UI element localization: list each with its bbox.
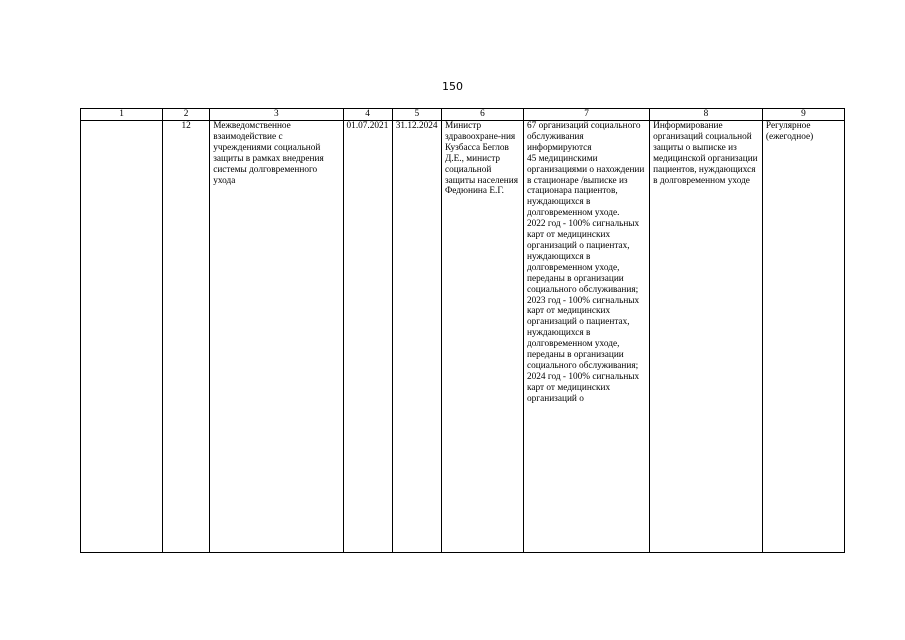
cell-col-1 (81, 121, 163, 553)
cell-result (523, 121, 649, 553)
page-number: 150 (442, 80, 463, 93)
table-row (81, 121, 845, 553)
measures-table (80, 108, 845, 553)
column-number-3: 3 (210, 109, 343, 121)
column-number-row (81, 109, 845, 121)
cell-end-date: 31.12.2024 (392, 121, 441, 553)
result-paragraph: 2024 год - 100% сигнальных карт от медицинских организаций о (526, 371, 640, 404)
column-number-4: 4 (343, 109, 392, 121)
cell-measure-name: Межведомственное взаимодействие с учреждениями социальной защиты в рамках внедрения системы долговременного ухода (210, 121, 343, 553)
column-number-1: 1 (81, 109, 163, 121)
column-number-5: 5 (392, 109, 441, 121)
column-number-7: 7 (523, 109, 649, 121)
column-number-8: 8 (650, 109, 763, 121)
cell-responsible: Министр здравоохране-ния Кузбасса Беглов Д.Е., министр социальной защиты населения Федюнина Е.Г. (441, 121, 523, 553)
cell-characteristic: Информирование организаций социальной защиты о выписке из медицинской организации пациентов, нуждающихся в долговременном уходе (650, 121, 763, 553)
cell-item-number: 12 (163, 121, 210, 553)
result-paragraph: 67 организаций социального обслуживания информируются (526, 121, 641, 153)
column-number-2: 2 (163, 109, 210, 121)
cell-frequency: Регулярное (ежегодное) (762, 121, 844, 553)
column-number-6: 6 (441, 109, 523, 121)
result-paragraph: 2023 год - 100% сигнальных карт от медицинских организаций о пациентах, нуждающихся в долговременном уходе, переданы в организации социального обслуживания; (526, 295, 640, 371)
result-paragraph: 2022 год - 100% сигнальных карт от медицинских организаций о пациентах, нуждающихся в долговременном уходе, переданы в организации социального обслуживания; (526, 219, 640, 295)
result-paragraph: 45 медицинскими организациями о нахождении в стационаре /выписке из стационара пациентов, нуждающихся в долговременном уходе. (526, 153, 645, 219)
cell-start-date: 01.07.2021 (343, 121, 392, 553)
column-number-9: 9 (762, 109, 844, 121)
